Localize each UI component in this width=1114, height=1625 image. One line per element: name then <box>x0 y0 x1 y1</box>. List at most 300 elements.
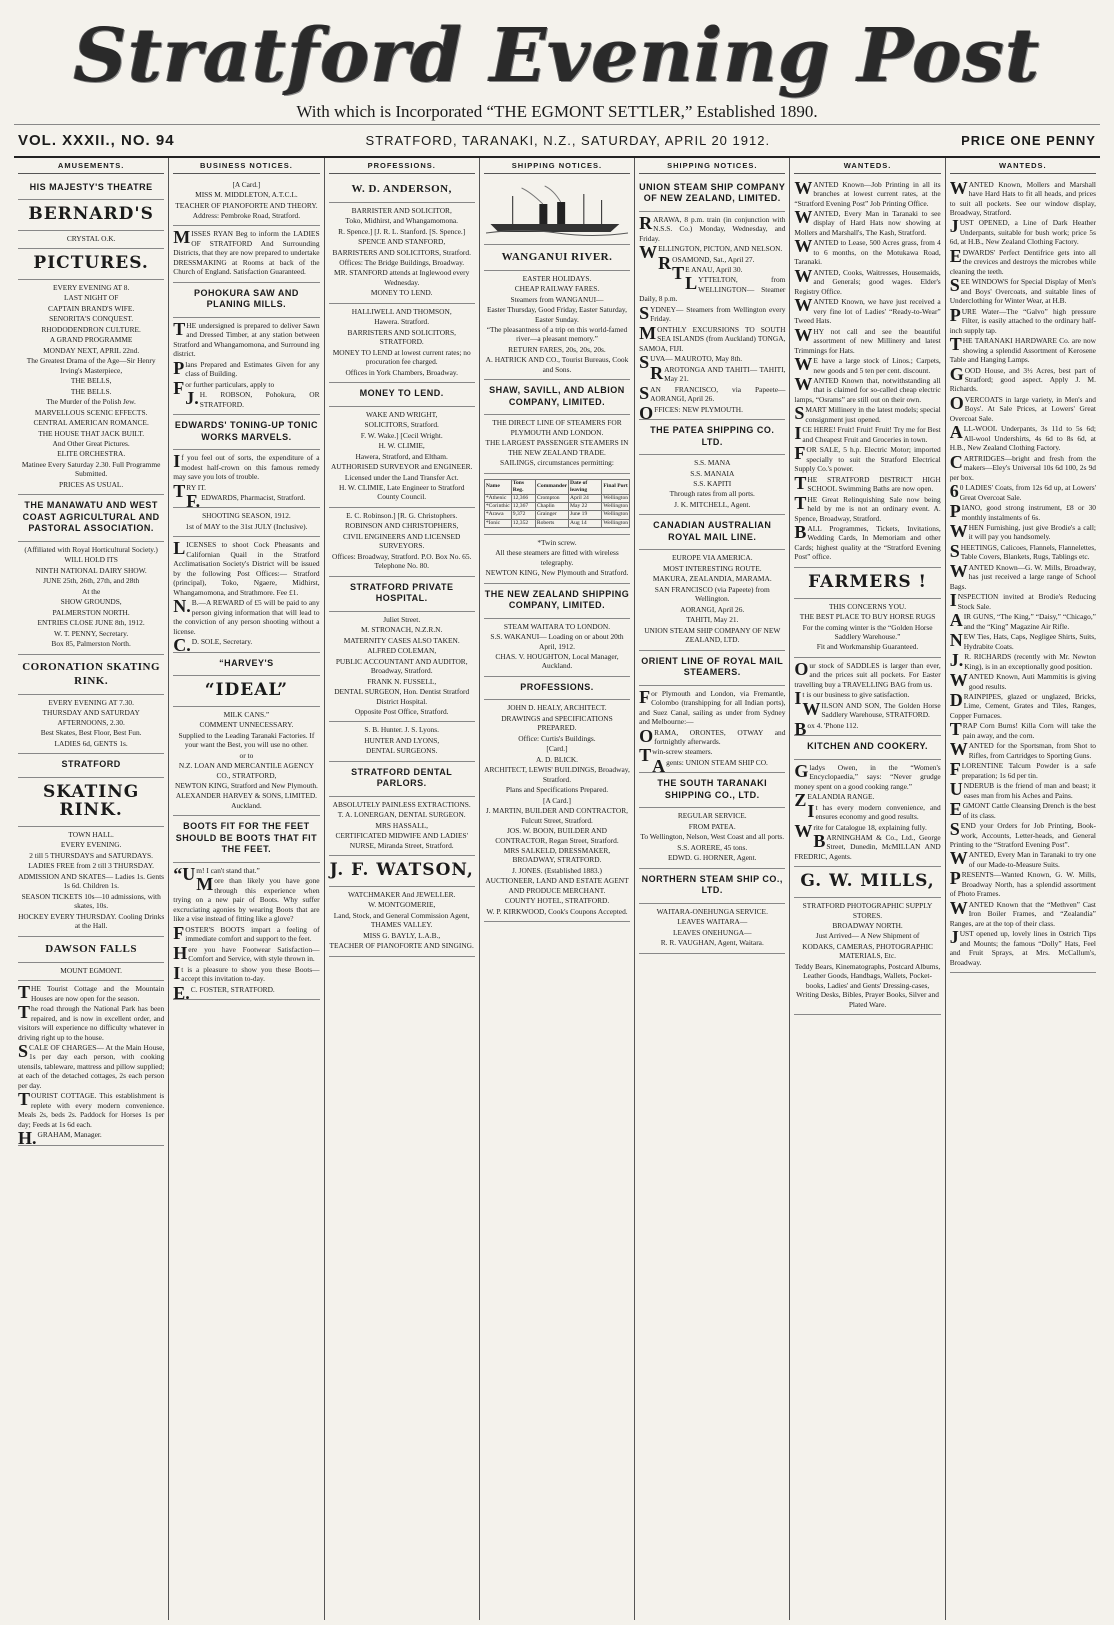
ad-line: MATERNITY CASES ALSO TAKEN. <box>343 635 460 645</box>
ad-line: Plans and Specifications Prepared. <box>505 785 609 795</box>
table-cell: May 22 <box>569 503 602 511</box>
ad-line: F. W. Wake.] [Cecil Wright. <box>360 430 443 440</box>
advertisement <box>173 508 319 537</box>
ad-line: CORONATION SKATING RINK. <box>22 660 161 687</box>
advertisement <box>173 177 319 227</box>
table-cell: *Arawa <box>484 511 511 519</box>
ad-line: The Greatest Drama of the Age—Sir Henry Irving's Masterpiece, <box>26 356 156 375</box>
ad-line: ENTRIES CLOSE JUNE 8th, 1912. <box>37 618 145 628</box>
advertisement <box>329 383 475 407</box>
ad-line: S. B. Hunter. J. S. Lyons. <box>364 725 439 735</box>
ad-line: Opposite Post Office, Stratford. <box>354 706 449 716</box>
advertisement <box>173 863 320 1003</box>
ad-line: R. R. VAUGHAN, Agent, Waitara. <box>660 938 764 948</box>
ad-line: EASTER HOLIDAYS. <box>522 273 592 283</box>
ad-line: MARVELLOUS SCENIC EFFECTS. <box>34 407 148 417</box>
ad-line: Address: Pembroke Road, Stratford. <box>192 211 301 220</box>
advertisement <box>484 677 630 701</box>
ad-line: WATCHMAKER And JEWELLER. <box>348 889 456 899</box>
ad-line: THE SOUTH TARANAKI SHIPPING CO., LTD. <box>657 778 768 800</box>
ad-line: SOLICITORS, Stratford. <box>364 420 439 430</box>
table-cell: *Athenic <box>484 495 511 503</box>
advertisement <box>173 537 320 656</box>
table-header-cell: Final Port <box>602 479 630 494</box>
advertisement <box>484 584 630 619</box>
ad-line: JUNE 25th, 26th, 27th, and 28th <box>43 576 140 586</box>
ad-line: It has every modern convenience, and ensures economy and good results. <box>807 800 941 822</box>
column-6 <box>790 158 945 1620</box>
ad-line: MR. STANFORD attends at Inglewood every Wednesday. <box>334 268 470 287</box>
ad-line: WANTED, Every Man in Taranaki to see display of Hard Hats now showing at Mollers and Marshall's, The Kash, Stratford. <box>794 207 941 237</box>
advertisement <box>794 867 940 898</box>
advertisement <box>18 231 164 249</box>
advertisement <box>794 177 940 568</box>
ad-line: 60 LADIES' Coats, from 12s 6d up, at Lowers' Great Overcoat Sale. <box>949 481 1096 502</box>
issue-price: PRICE ONE PENNY <box>961 133 1096 148</box>
ad-line: OFFICES: NEW PLYMOUTH. <box>639 402 743 423</box>
ad-line: ADMISSION AND SKATES— Ladies 1s. Gents 1s 6d. Children 1s. <box>18 871 165 891</box>
table-cell: Grainger <box>535 511 568 519</box>
ad-line: For further particulars, apply to <box>173 377 275 398</box>
ad-line: MONTHLY EXCURSIONS TO SOUTH SEA ISLANDS (from Auckland) TONGA, SAMOA, FIJI. <box>639 322 786 353</box>
ad-line: “Um! I can't stand that.” <box>173 863 260 884</box>
ad-line: FROM PATEA. <box>688 821 736 831</box>
ad-line: WHY not call and see the beautiful assortment of new Millinery and latest Trimmings for Hats. <box>794 324 941 355</box>
ad-line: FARMERS ! <box>808 571 928 592</box>
ad-line: THE BELLS. <box>70 386 112 396</box>
sailings-table <box>484 479 630 528</box>
ad-line: INSPECTION invited at Brodie's Reducing Stock Sale. <box>949 590 1096 611</box>
ad-line: W. T. PENNY, Secretary. <box>54 628 129 638</box>
ad-line: BARRISTER AND SOLICITOR, <box>351 205 452 215</box>
ad-line: MISSES RYAN Beg to inform the LADIES OF STRATFORD And Surrounding Districts, that they are now prepared to undertake DRESSMAKING at Rooms at back of the Church of England. Satisfaction Guaranteed. <box>173 227 320 277</box>
ad-line: All these steamers are fitted with wireless telegraphy. <box>495 548 619 567</box>
ad-line: STRATFORD PHOTOGRAPHIC SUPPLY STORES. <box>802 901 933 920</box>
advertisement <box>18 963 164 981</box>
table-header-cell: Tons Reg. <box>511 479 535 494</box>
ad-line: CHEAP RAILWAY FARES. <box>514 284 600 294</box>
ad-line: EDWD. G. HORNER, Agent. <box>668 853 757 863</box>
ad-line: FRANK N. FUSSELL, <box>367 676 437 686</box>
ad-line: S.S. WAKANUI— Loading on or about 20th April, 1912. <box>490 632 624 651</box>
advertisement <box>329 177 475 203</box>
ad-line: S.S. AORERE, 45 tons. <box>677 842 748 852</box>
ad-line: ALEXANDER HARVEY & SONS, LIMITED. Auckland. <box>175 791 318 810</box>
advertisement <box>329 304 475 383</box>
ad-line: SKATING RINK. <box>42 781 140 821</box>
ad-line: At the <box>82 586 101 596</box>
ad-line: WANTED, Every Man in Taranaki to try one of our Made-to-Measure Suits. <box>949 848 1096 869</box>
table-row <box>484 495 629 503</box>
table-cell: Crompton <box>535 495 568 503</box>
ad-line: LYTTELTON, from WELLINGTON— Steamer Daily, 8 p.m. <box>639 273 786 304</box>
table-cell: Roberts <box>535 519 568 527</box>
ad-line: WANTED to Lease, 500 Acres grass, from 4 to 6 months, on the Motukawa Road, Taranaki. <box>794 236 941 267</box>
advertisement <box>794 658 941 739</box>
ad-line: THE TARANAKI HARDWARE Co. are now showing a splendid Assortment of Kerosene Table and Hanging Lamps. <box>949 334 1096 365</box>
ad-line: SAILINGS, circumstances permitting: <box>500 458 614 468</box>
ad-line: DENTAL SURGEONS. <box>366 746 438 756</box>
advertisement <box>173 415 319 450</box>
ad-line: AORANGI, April 26. <box>680 604 745 614</box>
advertisement <box>484 535 630 584</box>
ad-line: SHOOTING SEASON, 1912. <box>202 511 291 521</box>
ad-line: JOS. W. BOON, BUILDER AND CONTRACTOR, Regan Street, Stratford. <box>495 826 619 845</box>
ad-line: SHEETINGS, Calicoes, Flannels, Flannelettes, Table Covers, Blankets, Rugs, Tablings etc. <box>949 540 1096 562</box>
ad-line: GOOD House, and 3½ Acres, best part of Stratford; good aspect. Apply J. M. Richards. <box>949 363 1096 394</box>
ad-line: COMMENT UNNECESSARY. <box>199 720 294 730</box>
column-heading: SHIPPING NOTICES. <box>484 161 630 174</box>
ad-line: STEAM WAITARA TO LONDON. <box>503 621 611 631</box>
ad-line: EDWARDS' Perfect Dentifrice gets into all the crevices and destroys the microbes while cleaning the teeth. <box>949 245 1096 276</box>
ad-line: WANTED Known, we have just received a very fine lot of Ladies' “Ready-to-Wear” Tweed Hats. <box>794 295 941 326</box>
ad-line: THE HOUSE THAT JACK BUILT. <box>38 428 145 438</box>
ad-line: BARRISTERS AND SOLICITORS, Stratford. <box>332 247 471 257</box>
ad-line: SCALE OF CHARGES— At the Main House, 1s per day each person, with cooking utensils, tableware, mattress and pillow supplied; at each of the detached cottages, 2s each person per day. <box>18 1041 165 1090</box>
advertisement <box>639 686 785 774</box>
ad-line: BROADWAY NORTH. <box>832 921 903 931</box>
ad-line: EVERY EVENING. <box>60 840 122 850</box>
ad-line: J. K. MITCHELL, Agent. <box>674 499 751 509</box>
columns-area <box>14 158 1100 1620</box>
ad-line: CENTRAL AMERICAN ROMANCE. <box>33 418 149 428</box>
ad-line: If you feel out of sorts, the expenditure of a modest half-crown on this famous remedy may save you lots of trouble. <box>173 451 320 482</box>
ad-line: “HARVEY'S <box>219 657 274 668</box>
table-cell: 9,372 <box>511 511 535 519</box>
advertisement <box>794 599 940 658</box>
ad-line: NEWTON KING, New Plymouth and Stratford. <box>485 568 629 578</box>
column-7 <box>946 158 1100 1620</box>
ad-line: LEAVES ONEHUNGA— <box>673 927 752 937</box>
ad-line: MISS G. BAYLY, L.A.B., <box>363 930 441 940</box>
ad-line: ZEALANDIA RANGE. <box>794 790 875 811</box>
ad-line: SEASON TICKETS 10s—10 admissions, with skates, 10s. <box>21 891 161 911</box>
ad-line: PUBLIC ACCOUNTANT AND AUDITOR, Broadway, Stratford. <box>335 656 468 676</box>
ad-line: Our stock of SADDLES is larger than ever, and the prices suit all pockets. For Easter travelling buy a TRAVELLING BAG from us. <box>794 658 941 689</box>
ad-line: RETURN FARES, 20s, 20s, 20s. <box>508 344 606 354</box>
ad-line: E.C. FOSTER, STRATFORD. <box>173 982 275 1003</box>
table-cell: Wellington <box>603 511 629 518</box>
advertisement <box>18 177 164 201</box>
ad-line: THE Great Relinquishing Sale now being held by me is not an ordinary event. A. Spence, Broadway, Stratford. <box>794 492 941 523</box>
ad-line: Fit and Workmanship Guaranteed. <box>816 642 919 652</box>
column-1 <box>14 158 169 1620</box>
advertisement <box>639 808 785 868</box>
ad-line: ABSOLUTELY PAINLESS EXTRACTIONS. <box>332 799 471 809</box>
advertisement <box>18 249 164 280</box>
ad-line: CERTIFICATED MIDWIFE AND LADIES' NURSE, Miranda Street, Stratford. <box>335 831 468 850</box>
ad-line: J.H. ROBSON, Pohokura, OR STRATFORD. <box>185 388 320 409</box>
table-cell: *Ionic <box>484 519 511 527</box>
ad-line: WANTED Known—Job Printing in all its branches at lowest current rates, at the “Stratford Evening Post” Job Printing Office. <box>794 177 941 208</box>
volume-number: VOL. XXXII., NO. 94 <box>18 132 175 149</box>
ad-line: AUTHORISED SURVEYOR and ENGINEER. <box>330 462 473 472</box>
ad-line: *Twin screw. <box>537 537 577 547</box>
ad-line: CHAS. V. HOUGHTON, Local Manager, Auckland. <box>495 651 619 671</box>
ad-line: H. W. CLIMIE, Late Engineer to Stratford County Council. <box>339 482 465 502</box>
column-heading: AMUSEMENTS. <box>18 161 164 174</box>
ad-line: KODAKS, CAMERAS, PHOTOGRAPHIC MATERIALS, Etc. <box>802 941 933 961</box>
steamship-illustration-icon <box>486 184 628 236</box>
ad-line: THE LARGEST PASSENGER STEAMERS IN THE NEW ZEALAND TRADE. <box>485 438 629 457</box>
table-cell: Aug 14 <box>569 519 602 527</box>
ad-line: Offices in York Chambers, Broadway. <box>345 367 458 377</box>
ad-line: Steamers from WANGANUI— <box>510 294 604 304</box>
advertisement <box>484 271 630 381</box>
ad-line: Plans Prepared and Estimates Given for any class of Building. <box>173 357 320 379</box>
ad-line: Office: Curtis's Buildings. <box>518 733 596 743</box>
ad-line: MONEY TO LEND. <box>370 288 433 298</box>
advertisement <box>794 736 940 760</box>
ad-line: WAKE AND WRIGHT, <box>366 409 438 419</box>
table-row <box>484 511 629 519</box>
advertisement <box>484 380 630 415</box>
ad-line: A GRAND PROGRAMME <box>49 335 133 345</box>
ad-line: Easter Thursday, Good Friday, Easter Saturday, Easter Sunday. <box>486 305 627 324</box>
ad-line: W. P. KIRKWOOD, Cook's Coupons Accepted. <box>486 906 628 916</box>
ad-line: Toko, Midhirst, and Whangamomona. <box>345 216 459 226</box>
ad-line: [A Card.] <box>232 179 261 189</box>
ad-line: THE BELLS, <box>70 376 112 386</box>
ad-line: TEACHER OF PIANOFORTE AND THEORY. <box>175 200 318 210</box>
ad-line: S.S. MANA <box>694 458 731 468</box>
advertisement <box>18 695 164 754</box>
ad-line: WANGANUI RIVER. <box>501 250 613 263</box>
dateline-bar <box>14 124 1100 158</box>
ad-line: J. MARTIN, BUILDER AND CONTRACTOR, Fulcutt Street, Stratford. <box>485 806 629 825</box>
ad-line: DENTAL SURGEON, Hon. Dentist Stratford District Hospital. <box>334 687 470 706</box>
ad-line: WANTED Known that, notwithstanding all that is claimed for so-called cheap electric lamps, “Osrams” are still out on their own. <box>794 373 941 404</box>
ad-line: LADIES 6d, GENTS 1s. <box>54 738 128 748</box>
ad-line: ORAMA, ORONTES, OTWAY and fortnightly afterwards. <box>639 725 786 746</box>
ad-line: BERNARD'S <box>28 204 154 225</box>
advertisement <box>18 542 164 655</box>
ad-line: THE STRATFORD DISTRICT HIGH SCHOOL Swimming Baths are now open. <box>794 472 941 494</box>
ad-line: LADIES FREE from 2 till 3 THURSDAY. <box>28 861 154 871</box>
ad-line: Offices: The Bridge Buildings, Broadway. <box>339 258 465 268</box>
ad-line: ARCHITECT, LEWIS' BUILDINGS, Broadway, Stratford. <box>484 765 630 784</box>
ad-line: TRY IT. <box>173 480 207 501</box>
ad-line: (Affiliated with Royal Horticultural Society.) <box>24 544 158 554</box>
ad-line: THE BEST PLACE TO BUY HORSE RUGS <box>799 612 936 622</box>
ad-line: S.S. MANAIA <box>690 468 735 478</box>
ad-line: For the coming winter is the “Golden Horse Saddlery Warehouse.” <box>802 622 933 641</box>
ad-line: Write for Catalogue 18, explaining fully. <box>794 820 927 841</box>
ad-line: CANADIAN AUSTRALIAN ROYAL MAIL LINE. <box>653 520 772 542</box>
ad-line: More than likely you have gone through this experience when trying on a new pair of Boots. Why suffer excruciating agonies by wearing Boots that are like a vise instead of fitting like a glove? <box>173 874 320 924</box>
column-heading: SHIPPING NOTICES. <box>639 161 785 174</box>
ad-line: Hawera. Stratford. <box>374 317 430 327</box>
ad-line: It is a pleasure to show you these Boots—accept this invitation to-day. <box>173 962 320 984</box>
ad-line: Juliet Street. <box>383 614 421 624</box>
ad-line: MRS SALKELD, DRESSMAKER, BROADWAY, STRATFORD. <box>503 846 611 865</box>
table-cell: Wellington <box>603 503 629 510</box>
ad-line: FOSTER'S BOOTS impart a feeling of immediate comfort and support to the feet. <box>173 922 320 944</box>
advertisement <box>18 754 164 778</box>
ad-line: SAN FRANCISCO (via Papeete) from Wellington. <box>654 584 770 604</box>
ad-line: THURSDAY AND SATURDAY AFTERNOONS, 2.30. <box>42 708 140 727</box>
ad-line: RHODODENDRON CULTURE. <box>41 324 141 334</box>
ad-line: WANTED Known—G. W. Mills, Broadway, has just received a large range of School Bags. <box>949 560 1096 591</box>
advertisement <box>639 904 785 954</box>
column-3 <box>325 158 480 1620</box>
ad-line: LICENSES to shoot Cock Pheasants and Californian Quail in the Stratford Acclimatisation Society's District will be issued by the following Post Offices:— Stratford (principal), Toko, Ngaere, Midhirst, Whangamomona, and Strathmore. Fee £1. <box>173 538 320 597</box>
ad-line: PIANO, good strong instrument, £8 or 30 monthly instalments of 6s. <box>949 501 1096 522</box>
advertisement <box>329 407 475 508</box>
advertisement <box>18 778 164 827</box>
ad-line: Agents: UNION STEAM SHIP CO. <box>652 755 768 776</box>
table-cell: *Corinthic <box>485 503 510 510</box>
ad-line: J. JONES. (Established 1883.) <box>512 865 602 875</box>
ad-line: THE Tourist Cottage and the Mountain Houses are now open for the season. <box>18 982 165 1003</box>
ad-line: FLORENTINE Talcum Powder is a safe preparation; 1s 6d per tin. <box>949 759 1096 780</box>
ad-line: “IDEAL” <box>204 680 289 701</box>
ad-line: Land, Stock, and General Commission Agent, THAMES VALLEY. <box>333 910 470 930</box>
advertisement <box>484 700 630 922</box>
advertisement <box>794 568 940 599</box>
ad-line: Gladys Owen, in the “Women's Encyclopaedia,” says: “Never grudge money spent on a good cooking range.” <box>794 760 941 791</box>
column-heading: WANTEDS. <box>950 161 1096 174</box>
newspaper-subtitle: With which is Incorporated “THE EGMONT SETTLER,” Established 1890. <box>296 102 818 121</box>
advertisement <box>639 651 785 686</box>
ad-line: THE MANAWATU AND WEST COAST AGRICULTURAL AND PASTORAL ASSOCIATION. <box>22 500 160 534</box>
ad-line: WAITARA-ONEHUNGA SERVICE. <box>656 906 768 916</box>
ad-line: TEACHER OF PIANOFORTE AND SINGING. <box>329 941 474 951</box>
ad-line: NEWTON KING, Stratford and New Plymouth. <box>174 781 318 791</box>
ad-line: EVERY EVENING AT 8. <box>52 282 130 292</box>
ad-line: PRESENTS—Wanted Known, G. W. Mills, Broadway North, has a splendid assortment of Photo Frames. <box>949 868 1096 899</box>
ad-line: Twin-screw steamers. <box>639 745 713 766</box>
ad-line: Teddy Bears, Kinematographs, Postcard Albums, Leather Goods, Handbags, Wallets, Pocket-books, Ladies' and Gents' Dressing-cases, Writing Desks, Bibles, Prayer Books, Silver and Plated Ware. <box>794 961 941 1009</box>
ad-line: WILL HOLD ITS <box>64 555 118 565</box>
ad-line: UNION STEAM SHIP COMPANY OF NEW ZEALAND, LIMITED. <box>639 181 786 204</box>
ad-line: Here you have Footwear Satisfaction—Comfort and Service, with style thrown in. <box>173 942 320 964</box>
ad-line: AIR GUNS, “The King,” “Daisy,” “Chicago,” and the “King” Magazine Air Rifle. <box>949 610 1096 631</box>
advertisement <box>484 415 630 473</box>
ad-line: THE undersigned is prepared to deliver Sawn and Dressed Timber, at any station between Stratford and Whangamomona, and Surround ing district. <box>173 318 320 359</box>
advertisement <box>639 869 785 904</box>
ad-line: BARRISTERS AND SOLICITORS, STRATFORD. <box>347 327 456 347</box>
advertisement <box>329 762 475 797</box>
ad-line: SAN FRANCISCO, via Papeete— AORANGI, April 26. <box>639 382 786 404</box>
advertisement <box>484 177 630 245</box>
ad-line: And Other Great Pictures. <box>52 438 130 448</box>
ad-line: WANTED for the Sportsman, from Shot to Rifles, from Cartridges to Sporting Guns. <box>949 739 1096 760</box>
issue-date: STRATFORD, TARANAKI, N.Z., SATURDAY, APRIL 20 1912. <box>365 133 771 148</box>
ad-line: RAROTONGA AND TAHITI— TAHITI, May 21. <box>650 362 786 384</box>
ad-line: 2 till 5 THURSDAYS and SATURDAYS. <box>29 850 154 860</box>
ad-line: AUCTIONEER, LAND AND ESTATE AGENT AND PRODUCE MERCHANT. <box>485 876 629 895</box>
ad-line: J. F. WATSON, <box>329 860 474 881</box>
ad-line: A. D. BLICK. <box>535 754 579 764</box>
ad-line: N.B.—A REWARD of £5 will be paid to any person giving information that will lead to the conviction of any person shooting without a license. <box>173 596 320 636</box>
advertisement <box>329 508 475 577</box>
advertisement <box>329 887 475 957</box>
advertisement <box>173 676 319 707</box>
ad-line: EGMONT Cattle Cleansing Drench is the best of its class. <box>949 799 1096 820</box>
ad-line: LAST NIGHT OF <box>63 293 119 303</box>
ad-line: Hawera, Stratford, and Eltham. <box>355 451 448 461</box>
ad-line: WANTED Known, Mollers and Marshall have Hard Hats to fit all heads, and prices to suit all pockets. See our window display, Broadway, Stratford. <box>949 177 1096 217</box>
ad-line: NINTH NATIONAL DAIRY SHOW. <box>35 565 147 575</box>
ad-line: KITCHEN AND COOKERY. <box>807 741 928 752</box>
table-cell: Wellington <box>603 519 629 526</box>
ad-line: A. HATRICK AND CO., Tourist Bureaus, Cook and Sons. <box>485 355 629 374</box>
ad-line: MOST INTERESTING ROUTE. <box>662 563 762 573</box>
column-heading: BUSINESS NOTICES. <box>173 161 319 174</box>
ad-line: MISS M. MIDDLETON, A.T.C.L. <box>195 190 298 200</box>
ad-line: BOOTS FIT FOR THE FEET SHOULD BE BOOTS THAT FIT THE FEET. <box>175 821 318 855</box>
column-5 <box>635 158 790 1620</box>
ad-line: For Plymouth and London, via Fremantle, Colombo (transhipping for all Indian ports), and Suez Canal, sailing as under from Sydney and Melbourne:— <box>639 686 786 727</box>
ad-line: WILSON AND SON, The Golden Horse Saddlery Warehouse, STRATFORD. <box>802 698 941 720</box>
ad-line: W. MONTGOMERIE, <box>368 900 436 910</box>
ad-line: It is our business to give satisfaction. <box>794 688 910 709</box>
ad-line: EUROPE VIA AMERICA. <box>671 553 753 563</box>
advertisement <box>329 203 475 304</box>
ad-line: NORTHERN STEAM SHIP CO., LTD. <box>641 873 783 896</box>
ad-line: STRATFORD PRIVATE HOSPITAL. <box>349 581 454 604</box>
column-2 <box>169 158 324 1620</box>
ad-line: Supplied to the Leading Taranaki Factories. If your want the Best, you will use no other. <box>178 730 315 750</box>
masthead <box>14 0 1100 120</box>
ad-line: SMART Millinery in the latest models; special consignment just opened. <box>794 403 941 424</box>
ad-line: PICTURES. <box>33 253 149 274</box>
ad-line: C.D. SOLE, Secretary. <box>173 635 253 656</box>
ad-line: HALLIWELL AND THOMSON, <box>351 306 452 316</box>
advertisement <box>18 937 164 963</box>
ad-line: or to <box>239 750 254 760</box>
ad-line: H. W. CLIMIE, <box>378 441 425 451</box>
ad-line: EDWARDS' TONING-UP TONIC WORKS MARVELS. <box>174 420 318 442</box>
advertisement <box>639 550 785 650</box>
ad-line: JUST opened up, lovely lines in Ostrich Tips and Mounts; the famous “Dolly” Hats, Feel and Fruit Sprays, at Mrs. McCallum's, Broadway. <box>949 927 1096 967</box>
ad-line: “The pleasantness of a trip on this world-famed river—a pleasant memory.” <box>486 325 628 344</box>
ad-line: SUVA— MAUROTO, May 8th. <box>639 352 743 373</box>
ad-line: SPENCE AND STANFORD, <box>358 237 446 247</box>
advertisement <box>173 450 320 511</box>
ad-line: ALFRED COLEMAN, <box>367 646 437 656</box>
ad-line: Matinee Every Saturday 2.30. Full Programme Submitted. <box>21 459 161 479</box>
ad-line: MAKURA, ZEALANDIA, MARAMA. <box>652 574 772 584</box>
ad-line: THE DIRECT LINE OF STEAMERS FOR PLYMOUTH AND LONDON. <box>492 418 622 437</box>
ad-line: HIS MAJESTY'S THEATRE <box>29 181 153 192</box>
ad-line: DAWSON FALLS <box>45 942 137 955</box>
advertisement <box>639 212 786 423</box>
advertisement <box>173 653 319 677</box>
table-header-cell: Date of leaving <box>569 479 602 494</box>
advertisement <box>18 981 165 1149</box>
ad-line: TE ANAU, April 30. <box>672 262 743 283</box>
ad-line: SYDNEY— Steamers from Wellington every Friday. <box>639 302 786 324</box>
ad-line: THIS CONCERNS YOU. <box>828 601 907 611</box>
ad-line: Just Arrived— A New Shipment of <box>815 931 920 941</box>
table-row <box>484 519 629 527</box>
ad-line: SEE WINDOWS for Special Display of Men's and Boys' Overcoats, and suitable lines of Underclothing for Winter Wear, at H.B. <box>949 275 1096 306</box>
advertisement <box>173 707 319 817</box>
ad-line: SHOW GROUNDS, <box>60 597 122 607</box>
ad-line: THE PATEA SHIPPING CO. LTD. <box>650 425 775 447</box>
ad-line: Licensed under the Land Transfer Act. <box>344 472 459 482</box>
ad-line: UNDERUB is the friend of man and beast; it eases man from his Aches and Pains. <box>949 779 1096 800</box>
ad-line: MILK CANS.” <box>223 709 270 719</box>
advertisement <box>639 773 785 808</box>
advertisement <box>794 760 940 868</box>
ad-line: [A Card.] <box>543 795 571 805</box>
advertisement <box>639 515 785 550</box>
ad-line: CAPTAIN BRAND'S WIFE. <box>48 303 135 313</box>
ad-line: DRAINPIPES, glazed or unglazed, Bricks, Lime, Cement, Grates and Tiles, Ranges, Copper Furnaces. <box>949 689 1096 720</box>
